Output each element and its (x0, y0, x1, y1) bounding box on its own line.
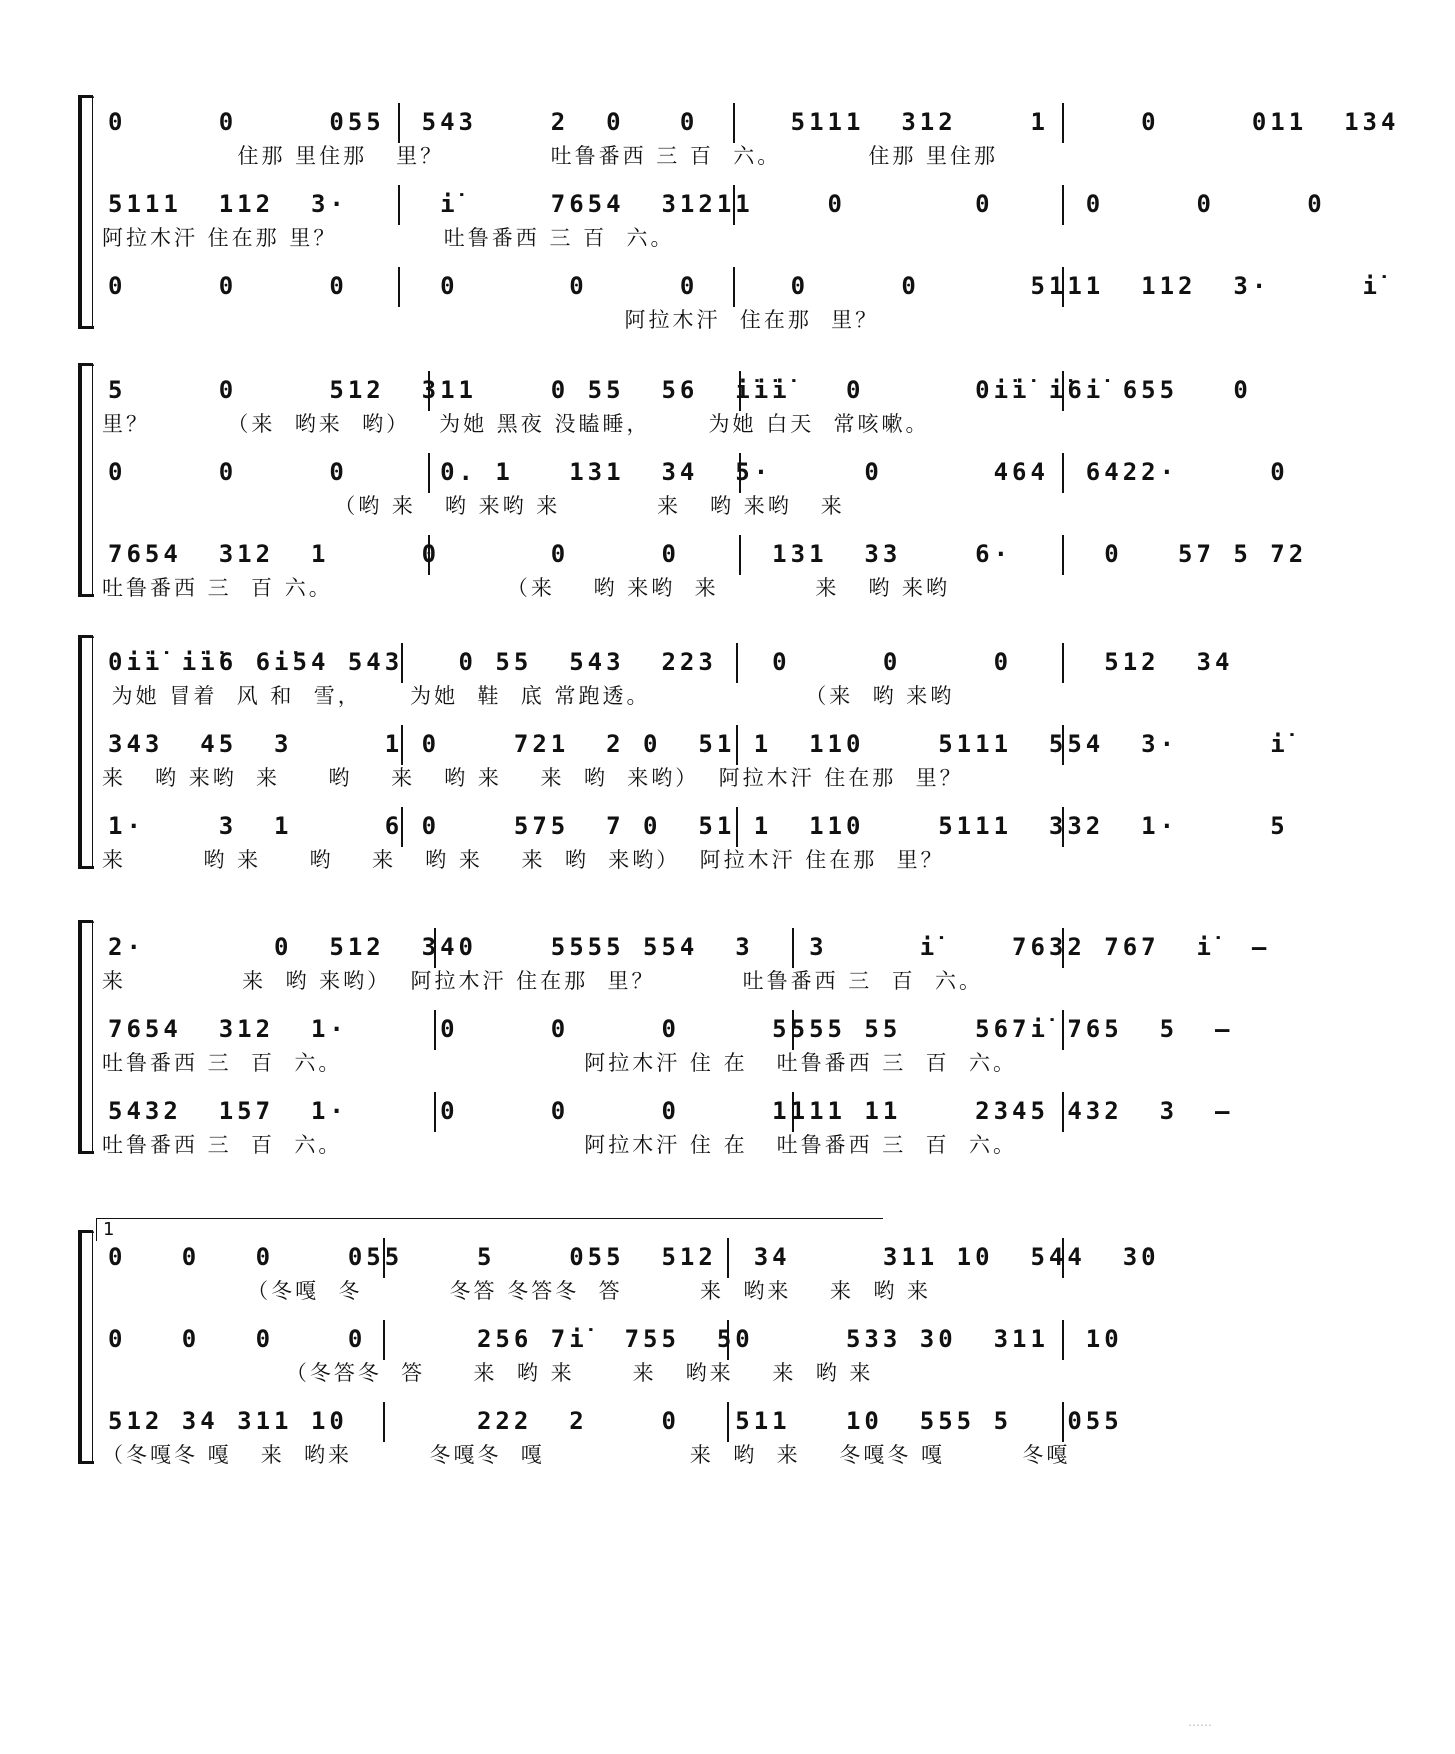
volta-number: 1 (103, 1219, 115, 1240)
lyric-line: 吐鲁番西 三 百 六。 阿拉木汗 住 在 吐鲁番西 三 百 六。 (102, 1051, 1018, 1075)
notation-line: 0 0 055 543 2 0 0 5111 312 1 0 011 134 (108, 108, 1455, 136)
lyric-line: 阿拉木汗 住在那 里？ 吐鲁番西 三 百 六。 (102, 226, 675, 250)
lyric-line: （冬嘎 冬 冬答 冬答冬 答 来 哟来 来 哟 来 (102, 1279, 932, 1303)
barline (383, 1320, 385, 1360)
notation-line: 343 45 3 1 0 721 2 0 51 1 110 5111 554 3· i̇ (108, 730, 1345, 758)
lyric-line: （冬嘎冬 嘎 来 哟来 冬嘎冬 嘎 来 哟 来 冬嘎冬 嘎 冬嘎 (102, 1443, 1071, 1467)
notation-line: 0i̇i̇ i̇i̇6 6i̇54 543 0 55 543 223 0 0 0 512 34 (108, 648, 1289, 676)
barline (727, 1402, 729, 1442)
barline (739, 535, 741, 575)
barline (739, 453, 741, 493)
barline (1062, 185, 1064, 225)
system-line (92, 920, 93, 1154)
barline (1062, 1402, 1064, 1442)
system-bracket (78, 95, 96, 329)
barline (1062, 453, 1064, 493)
notation-line: 512 34 311 10 222 2 0 511 10 555 5 055 (108, 1407, 1179, 1435)
barline (434, 1010, 436, 1050)
system-bracket (78, 363, 96, 597)
notation-line: 5432 157 1· 0 0 0 1111 11 2345 432 3 – (108, 1097, 1289, 1125)
notation-line: 2· 0 512 340 5555 554 3 3 i̇ 7632 767 i̇ – (108, 933, 1326, 961)
barline (1062, 1010, 1064, 1050)
barline (428, 453, 430, 493)
barline (792, 1010, 794, 1050)
notation-line: 7654 312 1· 0 0 0 5555 55 567i̇ 765 5 – (108, 1015, 1289, 1043)
barline (428, 535, 430, 575)
notation-line: 5 0 512 311 0 55 56 i̇i̇i̇ 0 0i̇i̇ i̇6i̇ 655 0 (108, 376, 1345, 404)
barline (736, 807, 738, 847)
lyric-line: 为她 冒着 风 和 雪， 为她 鞋 底 常跑透。 （来 哟 来哟 (102, 684, 955, 708)
lyric-line: 里？ （来 哟来 哟） 为她 黑夜 没瞌睡， 为她 白天 常咳嗽。 (102, 412, 930, 436)
watermark-text: ⋯⋯ (1188, 1718, 1212, 1732)
barline (1062, 1092, 1064, 1132)
lyric-line: （冬答冬 答 来 哟 来 来 哟来 来 哟 来 (102, 1361, 874, 1385)
notation-line: 7654 312 1 0 0 0 131 33 6· 0 57 5 72 (108, 540, 1363, 568)
barline (1062, 643, 1064, 683)
barline (736, 725, 738, 765)
system-bracket (78, 635, 96, 869)
notation-line: 5111 112 3· i̇ 7654 31211 0 0 0 0 0 (108, 190, 1418, 218)
lyric-line: 住那 里住那 里？ 吐鲁番西 三 百 六。 住那 里住那 (102, 144, 999, 168)
barline (428, 371, 430, 411)
system-line (92, 363, 93, 597)
barline (434, 1092, 436, 1132)
volta-bracket (96, 1218, 883, 1241)
system-line (92, 1230, 93, 1464)
barline (434, 928, 436, 968)
notation-line: 0 0 0 0 0 0 0 0 5111 112 3· i̇ (108, 272, 1455, 300)
system-bracket (78, 1230, 96, 1464)
barline (739, 371, 741, 411)
barline (398, 185, 400, 225)
notation-line: 0 0 0 055 5 055 512 34 311 10 544 30 (108, 1243, 1215, 1271)
lyric-line: （哟 来 哟 来哟 来 来 哟 来哟 来 (102, 494, 845, 518)
barline (1062, 1238, 1064, 1278)
barline (792, 1092, 794, 1132)
notation-line: 1· 3 1 6 0 575 7 0 51 1 110 5111 332 1· 5 (108, 812, 1345, 840)
notation-line: 0 0 0 0 256 7i̇ 755 50 533 30 311 10 (108, 1325, 1179, 1353)
barline (1062, 535, 1064, 575)
system-bracket (78, 920, 96, 1154)
barline (1062, 807, 1064, 847)
notation-line: 0 0 0 0. 1 131 34 5· 0 464 6422· 0 (108, 458, 1381, 486)
barline (733, 103, 735, 143)
system-line (92, 95, 93, 329)
barline (401, 643, 403, 683)
barline (792, 928, 794, 968)
lyric-line: 阿拉木汗 住在那 里？ (102, 308, 880, 332)
barline (727, 1320, 729, 1360)
barline (1062, 103, 1064, 143)
barline (383, 1238, 385, 1278)
system-line (92, 635, 93, 869)
barline (733, 185, 735, 225)
lyric-line: 来 哟 来哟 来 哟 来 哟 来 来 哟 来哟） 阿拉木汗 住在那 里？ (102, 766, 964, 790)
barline (727, 1238, 729, 1278)
barline (398, 103, 400, 143)
barline (1062, 267, 1064, 307)
lyric-line: 吐鲁番西 三 百 六。 阿拉木汗 住 在 吐鲁番西 三 百 六。 (102, 1133, 1018, 1157)
barline (1062, 928, 1064, 968)
barline (1062, 725, 1064, 765)
barline (398, 267, 400, 307)
barline (401, 807, 403, 847)
lyric-line: 来 哟 来 哟 来 哟 来 来 哟 来哟） 阿拉木汗 住在那 里？ (102, 848, 945, 872)
barline (733, 267, 735, 307)
barline (401, 725, 403, 765)
lyric-line: 吐鲁番西 三 百 六。 （来 哟 来哟 来 来 哟 来哟 (102, 576, 951, 600)
barline (1062, 371, 1064, 411)
barline (383, 1402, 385, 1442)
lyric-line: 来 来 哟 来哟） 阿拉木汗 住在那 里？ 吐鲁番西 三 百 六。 (102, 969, 983, 993)
barline (1062, 1320, 1064, 1360)
barline (736, 643, 738, 683)
